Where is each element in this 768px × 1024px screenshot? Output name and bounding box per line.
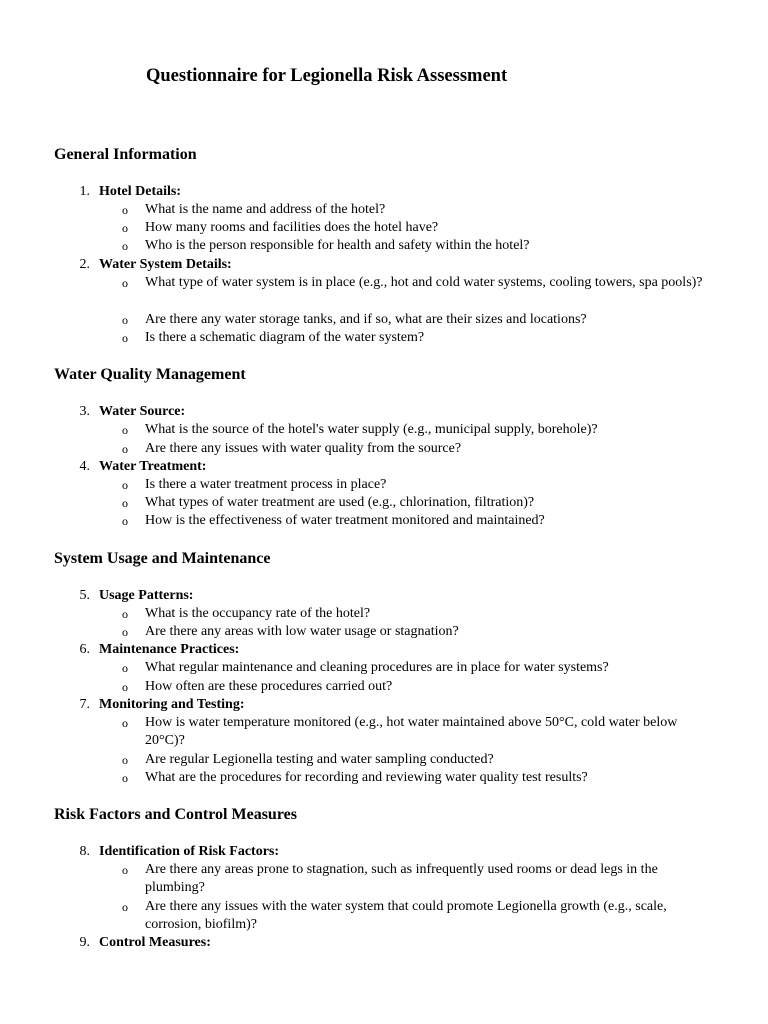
circle-bullet-icon: o xyxy=(122,514,128,528)
question-bullet: o Are there any water storage tanks, and if so, what are their sizes and locations? xyxy=(122,312,587,327)
item-label: Usage Patterns: xyxy=(99,588,194,603)
section-heading: Risk Factors and Control Measures xyxy=(54,806,297,823)
item-label: Water Treatment: xyxy=(99,459,207,474)
question-bullet: o Are there any areas prone to stagnation, such as infrequently used rooms or dead legs in the plumbing? xyxy=(122,862,658,895)
question-bullet: o Are regular Legionella testing and water sampling conducted? xyxy=(122,752,494,767)
question-bullet: o What type of water system is in place (e.g., hot and cold water systems, cooling towers, spa pools)? xyxy=(122,275,703,290)
question-bullet: o How is the effectiveness of water treatment monitored and maintained? xyxy=(122,513,545,528)
circle-bullet-icon: o xyxy=(122,496,128,510)
item-label: Water System Details: xyxy=(99,257,232,272)
circle-bullet-icon: o xyxy=(122,203,128,217)
question-bullet: o What is the name and address of the hotel? xyxy=(122,202,386,217)
item-label: Control Measures: xyxy=(99,935,211,950)
circle-bullet-icon: o xyxy=(122,276,128,290)
circle-bullet-icon: o xyxy=(122,661,128,675)
circle-bullet-icon: o xyxy=(122,625,128,639)
circle-bullet-icon: o xyxy=(122,607,128,621)
section-heading: General Information xyxy=(54,146,197,163)
circle-bullet-icon: o xyxy=(122,478,128,492)
item-label: Water Source: xyxy=(99,404,186,419)
item-label: Identification of Risk Factors: xyxy=(99,844,280,859)
question-bullet: o How often are these procedures carried out? xyxy=(122,679,393,694)
circle-bullet-icon: o xyxy=(122,313,128,327)
item-number: 3. xyxy=(79,404,90,419)
item-label: Maintenance Practices: xyxy=(99,642,240,657)
item-label: Hotel Details: xyxy=(99,184,182,199)
question-bullet: o What types of water treatment are used (e.g., chlorination, filtration)? xyxy=(122,495,535,510)
question-bullet: o Are there any areas with low water usage or stagnation? xyxy=(122,624,459,639)
item-number: 4. xyxy=(79,459,90,474)
item-number: 2. xyxy=(79,257,90,272)
item-label: Monitoring and Testing: xyxy=(99,697,245,712)
section-heading: Water Quality Management xyxy=(54,366,246,383)
circle-bullet-icon: o xyxy=(122,900,128,914)
question-bullet: o Are there any issues with the water system that could promote Legionella growth (e.g., scale, corrosion, biofilm)? xyxy=(122,899,667,932)
circle-bullet-icon: o xyxy=(122,423,128,437)
circle-bullet-icon: o xyxy=(122,863,128,877)
question-bullet: o What is the occupancy rate of the hotel? xyxy=(122,606,371,621)
item-number: 6. xyxy=(79,642,90,657)
circle-bullet-icon: o xyxy=(122,331,128,345)
question-bullet: o What are the procedures for recording and reviewing water quality test results? xyxy=(122,770,588,785)
circle-bullet-icon: o xyxy=(122,442,128,456)
item-number: 5. xyxy=(79,588,90,603)
circle-bullet-icon: o xyxy=(122,221,128,235)
question-bullet: o What regular maintenance and cleaning procedures are in place for water systems? xyxy=(122,660,609,675)
question-bullet: o Is there a water treatment process in place? xyxy=(122,477,387,492)
circle-bullet-icon: o xyxy=(122,239,128,253)
item-number: 8. xyxy=(79,844,90,859)
question-bullet: o How many rooms and facilities does the hotel have? xyxy=(122,220,439,235)
circle-bullet-icon: o xyxy=(122,716,128,730)
item-number: 9. xyxy=(79,935,90,950)
document-title: Questionnaire for Legionella Risk Assessment xyxy=(146,66,508,86)
item-number: 7. xyxy=(79,697,90,712)
circle-bullet-icon: o xyxy=(122,771,128,785)
question-bullet: o Is there a schematic diagram of the water system? xyxy=(122,330,425,345)
circle-bullet-icon: o xyxy=(122,753,128,767)
section-heading: System Usage and Maintenance xyxy=(54,550,271,567)
question-bullet: o Who is the person responsible for health and safety within the hotel? xyxy=(122,238,530,253)
question-bullet: o What is the source of the hotel's water supply (e.g., municipal supply, borehole)? xyxy=(122,422,598,437)
question-bullet: o How is water temperature monitored (e.g., hot water maintained above 50°C, cold water below 20°C)? xyxy=(122,715,678,748)
item-number: 1. xyxy=(79,184,90,199)
question-bullet: o Are there any issues with water quality from the source? xyxy=(122,441,462,456)
circle-bullet-icon: o xyxy=(122,680,128,694)
